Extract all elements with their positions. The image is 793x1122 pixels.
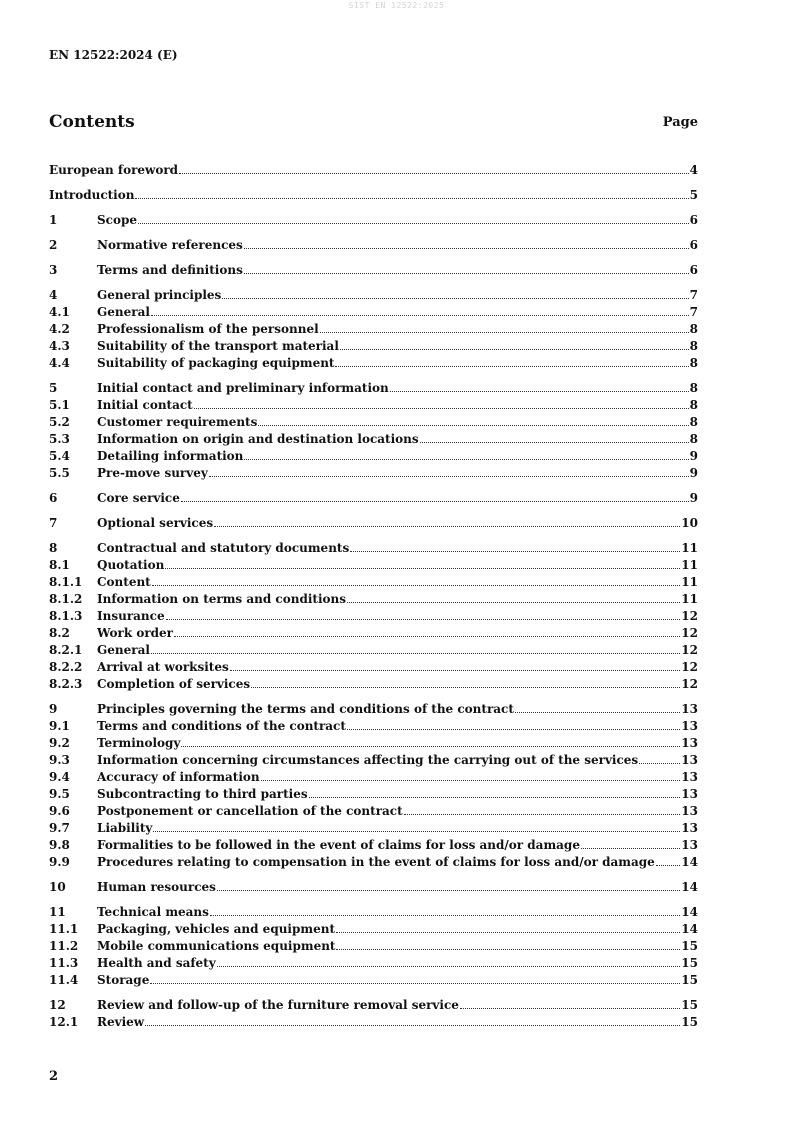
toc-entry-page: 13 <box>681 753 698 767</box>
dot-leader <box>151 312 689 316</box>
toc-entry-number: 5.1 <box>49 398 70 412</box>
toc-entry-title: Terminology <box>97 736 181 750</box>
toc-entry-number: 12 <box>49 998 66 1012</box>
toc-entry[interactable] <box>49 591 698 608</box>
toc-entry-title: Detailing information <box>97 449 244 463</box>
dot-leader <box>340 346 689 350</box>
toc-entry-number: 9.7 <box>49 821 70 835</box>
toc-entry-number: 5.3 <box>49 432 70 446</box>
toc-entry-page: 13 <box>681 770 698 784</box>
toc-entry-number: 9.1 <box>49 719 70 733</box>
dot-leader <box>135 195 688 199</box>
toc-entry[interactable] <box>49 854 698 871</box>
document-id: EN 12522:2024 (E) <box>49 48 178 62</box>
toc-entry[interactable] <box>49 625 698 642</box>
dot-leader <box>217 963 681 967</box>
toc-entry[interactable] <box>49 355 698 372</box>
toc-entry-european-foreword[interactable] <box>49 162 698 179</box>
dot-leader <box>138 220 689 224</box>
dot-leader <box>194 405 689 409</box>
dot-leader <box>390 388 689 392</box>
toc-entry-page: 6 <box>689 213 698 227</box>
toc-entry-title: Initial contact and preliminary information <box>97 381 389 395</box>
toc-entry-page: 11 <box>681 541 698 555</box>
toc-entry-number: 7 <box>49 516 58 530</box>
toc-entry-title: Suitability of the transport material <box>97 339 339 353</box>
toc-entry-number: 11.2 <box>49 939 79 953</box>
dot-leader <box>258 422 688 426</box>
dot-leader <box>165 565 680 569</box>
toc-entry-title: Information concerning circumstances affecting the carrying out of the services <box>97 753 639 767</box>
toc-entry[interactable] <box>49 938 698 955</box>
dot-leader <box>151 650 680 654</box>
toc-entry-title: Suitability of packaging equipment <box>97 356 335 370</box>
toc-entry-number: 4.2 <box>49 322 70 336</box>
toc-entry[interactable] <box>49 540 698 557</box>
toc-entry-number: 8.2 <box>49 626 70 640</box>
toc-entry[interactable] <box>49 718 698 735</box>
toc-entry-page: 13 <box>681 787 698 801</box>
toc-entry-number: 5.4 <box>49 449 70 463</box>
toc-entry-number: 8.1.3 <box>49 609 83 623</box>
toc-entry[interactable] <box>49 955 698 972</box>
toc-entry-introduction[interactable] <box>49 187 698 204</box>
toc-entry-page: 15 <box>681 973 698 987</box>
toc-entry-page: 7 <box>689 305 698 319</box>
toc-entry[interactable] <box>49 904 698 921</box>
toc-entry-page: 8 <box>689 398 698 412</box>
toc-entry-number: 11 <box>49 905 66 919</box>
toc-entry[interactable] <box>49 803 698 820</box>
dot-leader <box>217 887 680 891</box>
toc-entry-page: 7 <box>689 288 698 302</box>
dot-leader <box>515 709 680 713</box>
toc-entry-page: 12 <box>681 609 698 623</box>
dot-leader <box>181 743 680 747</box>
toc-entry-title: Optional services <box>97 516 214 530</box>
dot-leader <box>166 616 681 620</box>
dot-leader <box>336 946 680 950</box>
toc-entry-page: 13 <box>681 736 698 750</box>
toc-entry[interactable] <box>49 659 698 676</box>
toc-entry-number: 8.1.2 <box>49 592 83 606</box>
toc-entry-page: 8 <box>689 356 698 370</box>
toc-entry-title: Quotation <box>97 558 165 572</box>
toc-entry-title: Professionalism of the personnel <box>97 322 319 336</box>
dot-leader <box>335 363 688 367</box>
toc-entry[interactable] <box>49 879 698 896</box>
toc-entry-number: 9 <box>49 702 58 716</box>
toc-entry-page: 8 <box>689 432 698 446</box>
dot-leader <box>210 912 680 916</box>
toc-entry-page: 11 <box>681 575 698 589</box>
toc-entry-title: Completion of services <box>97 677 251 691</box>
toc-entry-number: 8.2.3 <box>49 677 83 691</box>
dot-leader <box>174 633 680 637</box>
toc-entry-number: 9.9 <box>49 855 70 869</box>
toc-entry-page: 15 <box>681 939 698 953</box>
toc-entry-title: Storage <box>97 973 150 987</box>
toc-entry[interactable] <box>49 380 698 397</box>
toc-entry-title: Core service <box>97 491 180 505</box>
toc-entry-title: General principles <box>97 288 222 302</box>
toc-entry-page: 11 <box>681 558 698 572</box>
toc-entry-page: 11 <box>681 592 698 606</box>
footer-page-number: 2 <box>49 1069 59 1084</box>
dot-leader <box>347 599 680 603</box>
toc-entry[interactable] <box>49 972 698 989</box>
toc-entry-title: Health and safety <box>97 956 216 970</box>
toc-entry-page: 12 <box>681 643 698 657</box>
toc-entry-page: 10 <box>681 516 698 530</box>
contents-title: Contents <box>49 112 135 132</box>
dot-leader <box>347 726 680 730</box>
toc-entry-number: 4.3 <box>49 339 70 353</box>
toc-entry-title: Postponement or cancellation of the contract <box>97 804 403 818</box>
toc-entry-page: 15 <box>681 1015 698 1029</box>
dot-leader <box>656 862 681 866</box>
toc-entry-title: Terms and definitions <box>97 263 243 277</box>
toc-entry-number: 3 <box>49 263 58 277</box>
toc-entry-title: Content <box>97 575 151 589</box>
dot-leader <box>309 794 681 798</box>
toc-entry[interactable] <box>49 786 698 803</box>
toc-entry-title: Human resources <box>97 880 216 894</box>
toc-entry-number: 9.6 <box>49 804 70 818</box>
dot-leader <box>350 548 680 552</box>
toc-entry-page: 9 <box>689 466 698 480</box>
toc-entry[interactable] <box>49 820 698 837</box>
toc-entry-title: Procedures relating to compensation in the event of claims for loss and/or damage <box>97 855 655 869</box>
toc-entry-number: 4 <box>49 288 58 302</box>
toc-entry[interactable] <box>49 414 698 431</box>
dot-leader <box>230 667 681 671</box>
toc-entry-number: 9.4 <box>49 770 70 784</box>
toc-entry-page: 15 <box>681 998 698 1012</box>
toc-entry-title: Formalities to be followed in the event of claims for loss and/or damage <box>97 838 580 852</box>
toc-entry-title: Arrival at worksites <box>97 660 229 674</box>
toc-entry-title: Insurance <box>97 609 165 623</box>
toc-entry-page: 4 <box>689 163 698 177</box>
toc-entry-number: 8.2.2 <box>49 660 83 674</box>
dot-leader <box>251 684 680 688</box>
toc-entry-title: Principles governing the terms and conditions of the contract <box>97 702 514 716</box>
dot-leader <box>145 1022 680 1026</box>
toc-entry-number: 5.5 <box>49 466 70 480</box>
dot-leader <box>460 1005 680 1009</box>
dot-leader <box>244 245 689 249</box>
toc-entry[interactable] <box>49 431 698 448</box>
toc-entry[interactable] <box>49 769 698 786</box>
dot-leader <box>336 929 680 933</box>
toc-entry-title: Review <box>97 1015 145 1029</box>
toc-entry-page: 13 <box>681 719 698 733</box>
toc-entry-title: Technical means <box>97 905 209 919</box>
toc-entry[interactable] <box>49 338 698 355</box>
toc-entry[interactable] <box>49 557 698 574</box>
toc-entry[interactable] <box>49 287 698 304</box>
toc-entry-number: 12.1 <box>49 1015 79 1029</box>
toc-entry-title: Liability <box>97 821 153 835</box>
toc-entry-title: General <box>97 643 150 657</box>
toc-entry-number: 11.3 <box>49 956 79 970</box>
toc-entry-title: Review and follow-up of the furniture removal service <box>97 998 459 1012</box>
toc-entry-number: 9.3 <box>49 753 70 767</box>
toc-entry-page: 8 <box>689 322 698 336</box>
dot-leader <box>244 270 689 274</box>
toc-entry-title: Accuracy of information <box>97 770 260 784</box>
toc-entry[interactable] <box>49 515 698 532</box>
toc-entry-page: 15 <box>681 956 698 970</box>
toc-entry-page: 9 <box>689 491 698 505</box>
toc-entry-page: 12 <box>681 660 698 674</box>
toc-entry-number: 8.2.1 <box>49 643 83 657</box>
toc-entry[interactable] <box>49 676 698 693</box>
toc-entry-title: Packaging, vehicles and equipment <box>97 922 335 936</box>
toc-entry[interactable] <box>49 1014 698 1031</box>
dot-leader <box>244 456 688 460</box>
toc-entry-page: 14 <box>681 922 698 936</box>
toc-entry-number: 2 <box>49 238 58 252</box>
toc-entry-number: 9.8 <box>49 838 70 852</box>
toc-entry-number: 11.4 <box>49 973 79 987</box>
toc-entry[interactable] <box>49 448 698 465</box>
toc-entry-title: Work order <box>97 626 173 640</box>
dot-leader <box>320 329 689 333</box>
toc-entry-title: European foreword <box>49 163 179 177</box>
toc-entry-page: 12 <box>681 677 698 691</box>
toc-entry-title: Introduction <box>49 188 135 202</box>
dot-leader <box>153 828 680 832</box>
toc-entry-number: 5.2 <box>49 415 70 429</box>
toc-entry-page: 8 <box>689 339 698 353</box>
toc-entry-title: General <box>97 305 150 319</box>
watermark: SIST EN 12522:2025 <box>348 1 445 10</box>
toc-entry[interactable] <box>49 752 698 769</box>
toc-entry[interactable] <box>49 642 698 659</box>
dot-leader <box>214 523 680 527</box>
toc-entry[interactable] <box>49 921 698 938</box>
toc-entry-title: Information on origin and destination locations <box>97 432 419 446</box>
toc-entry[interactable] <box>49 212 698 229</box>
toc-entry-title: Pre-move survey <box>97 466 208 480</box>
toc-entry-title: Normative references <box>97 238 243 252</box>
toc-entry-number: 5 <box>49 381 58 395</box>
toc-entry[interactable] <box>49 837 698 854</box>
toc-entry[interactable] <box>49 608 698 625</box>
toc-entry-number: 9.2 <box>49 736 70 750</box>
toc-entry-title: Customer requirements <box>97 415 258 429</box>
toc-entry-title: Information on terms and conditions <box>97 592 346 606</box>
toc-entry-number: 1 <box>49 213 58 227</box>
toc-entry-page: 14 <box>681 880 698 894</box>
dot-leader <box>420 439 689 443</box>
dot-leader <box>261 777 681 781</box>
dot-leader <box>581 845 680 849</box>
toc-entry-number: 8.1.1 <box>49 575 83 589</box>
toc-entry[interactable] <box>49 397 698 414</box>
toc-entry[interactable] <box>49 701 698 718</box>
toc-entry-title: Terms and conditions of the contract <box>97 719 346 733</box>
toc-entry-page: 13 <box>681 838 698 852</box>
toc-entry-page: 9 <box>689 449 698 463</box>
toc-entry-page: 12 <box>681 626 698 640</box>
toc-entry-page: 5 <box>689 188 698 202</box>
toc-entry-page: 6 <box>689 263 698 277</box>
toc-entry-page: 6 <box>689 238 698 252</box>
toc-entry-number: 4.1 <box>49 305 70 319</box>
toc-entry-title: Mobile communications equipment <box>97 939 336 953</box>
toc-entry[interactable] <box>49 465 698 482</box>
toc-entry-number: 9.5 <box>49 787 70 801</box>
toc-entry-page: 14 <box>681 855 698 869</box>
toc-entry-page: 14 <box>681 905 698 919</box>
dot-leader <box>179 170 689 174</box>
dot-leader <box>181 498 689 502</box>
toc-entry[interactable] <box>49 304 698 321</box>
toc-entry-title: Scope <box>97 213 138 227</box>
page-column-header: Page <box>662 115 698 130</box>
toc-entry[interactable] <box>49 574 698 591</box>
toc-entry-page: 13 <box>681 702 698 716</box>
table-of-contents <box>49 162 698 1031</box>
toc-entry-page: 13 <box>681 804 698 818</box>
dot-leader <box>150 980 680 984</box>
toc-entry-number: 8 <box>49 541 58 555</box>
toc-entry[interactable] <box>49 237 698 254</box>
toc-entry-title: Initial contact <box>97 398 193 412</box>
dot-leader <box>639 760 680 764</box>
dot-leader <box>222 295 688 299</box>
dot-leader <box>209 473 689 477</box>
toc-entry[interactable] <box>49 735 698 752</box>
toc-entry-title: Contractual and statutory documents <box>97 541 350 555</box>
dot-leader <box>152 582 681 586</box>
toc-entry-title: Subcontracting to third parties <box>97 787 308 801</box>
toc-entry[interactable] <box>49 997 698 1014</box>
toc-entry-number: 8.1 <box>49 558 70 572</box>
toc-entry-page: 13 <box>681 821 698 835</box>
toc-entry-page: 8 <box>689 415 698 429</box>
toc-entry[interactable] <box>49 490 698 507</box>
toc-entry-number: 11.1 <box>49 922 79 936</box>
toc-entry[interactable] <box>49 321 698 338</box>
toc-entry-number: 10 <box>49 880 66 894</box>
toc-entry-number: 6 <box>49 491 58 505</box>
toc-entry-page: 8 <box>689 381 698 395</box>
toc-entry[interactable] <box>49 262 698 279</box>
toc-entry-number: 4.4 <box>49 356 70 370</box>
dot-leader <box>404 811 681 815</box>
